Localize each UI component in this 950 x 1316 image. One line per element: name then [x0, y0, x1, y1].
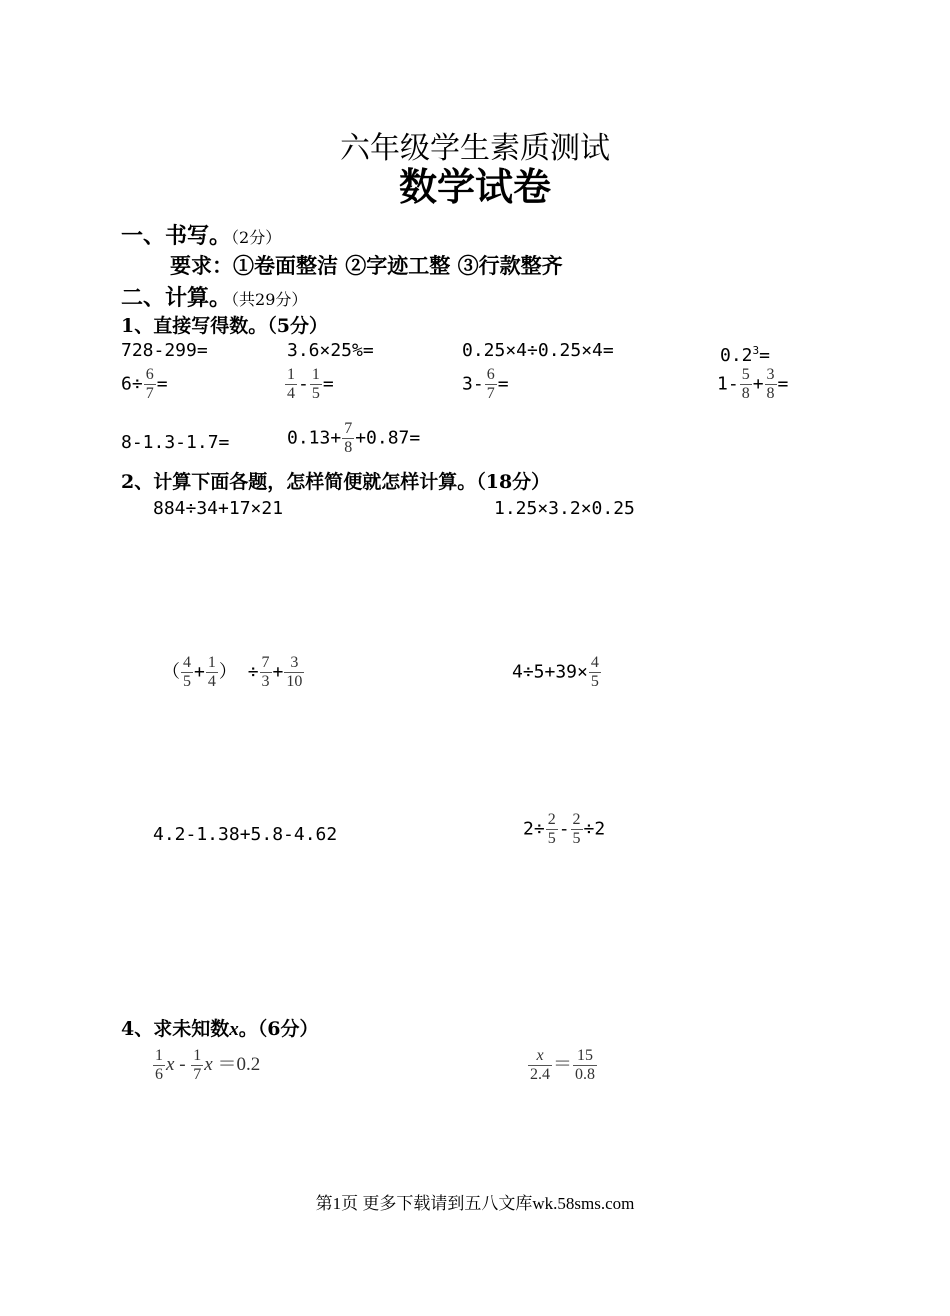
page-footer: 第1页 更多下载请到五八文库wk.58sms.com: [315, 1194, 635, 1213]
q1-label: 1、直接写得数。（5分）: [121, 315, 328, 337]
q1-item-1: 728-299=: [121, 340, 208, 361]
q2-expr-3: （ $\frac{4}{5}$ + $\frac{1}{4}$ ） ÷ $\frac{7}{3}$ + $\frac{3}{10}$: [162, 654, 303, 690]
q2-expr-2: 1.25×3.2×0.25: [494, 498, 635, 519]
q4-equation-1: $\frac{1}{6}$ x - $\frac{1}{7}$ x ＝0.2: [155, 1047, 261, 1083]
q1-item-9: 8-1.3-1.7=: [121, 432, 230, 453]
section2-heading: [121, 284, 307, 314]
title-line1: 六年级学生素质测试: [340, 131, 610, 166]
q2-label: 2、计算下面各题，怎样简便就怎样计算。（18分）: [121, 471, 551, 493]
q1-item-8: 1- $\frac{5}{8}$ + $\frac{3}{8}$ =: [717, 366, 789, 402]
q2-expr-4: 4÷5+39× $\frac{4}{5}$: [512, 654, 599, 690]
q2-expr-1: 884÷34+17×21: [153, 498, 284, 519]
section1-score: （2分）: [231, 228, 282, 247]
section2-title: 二、计算。: [121, 285, 232, 311]
q1-item-3: 0.25×4÷0.25×4=: [462, 340, 614, 361]
q1-item-2: 3.6×25%=: [287, 340, 374, 361]
q1-item-7: 3- $\frac{6}{7}$ =: [462, 366, 509, 402]
q2-expr-5: 4.2-1.38+5.8-4.62: [153, 824, 338, 845]
section1-title: 一、书写。: [121, 223, 232, 249]
q2-expr-6: 2÷ $\frac{2}{5}$ - $\frac{2}{5}$ ÷2: [523, 811, 606, 847]
q4-label: 4、求未知数x。（6分）: [121, 1018, 319, 1040]
q4-equation-2: $\frac{x}{2.4}$ ＝ $\frac{15}{0.8}$: [530, 1047, 596, 1083]
q1-item-10: 0.13+ $\frac{7}{8}$ +0.87=: [287, 420, 421, 456]
q1-item-4: $0.2^3=$: [720, 344, 770, 366]
q1-item-6: $\frac{1}{4}$ - $\frac{1}{5}$ =: [287, 366, 334, 402]
title-line2: 数学试卷: [398, 164, 551, 209]
section1-heading: [121, 222, 281, 252]
q1-item-5: 6÷ $\frac{6}{7}$ =: [121, 366, 168, 402]
section2-score: （共29分）: [231, 290, 308, 309]
writing-requirement: 要求：①卷面整洁 ②字迹工整 ③行款整齐: [170, 253, 563, 278]
